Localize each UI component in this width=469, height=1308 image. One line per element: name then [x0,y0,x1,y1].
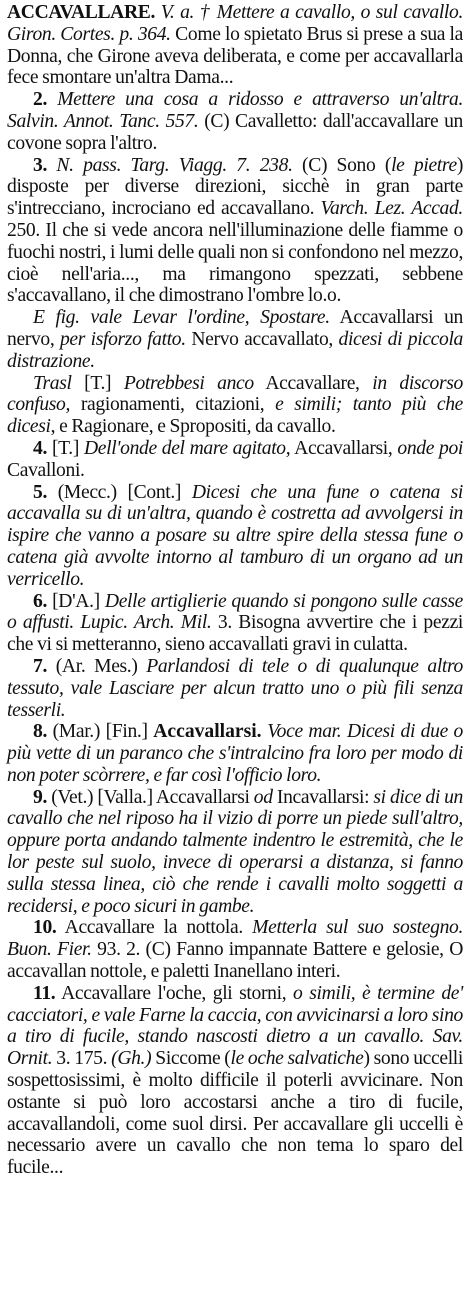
text-run: od [253,786,273,808]
text-run: 11. [33,982,56,1004]
text-run: ragionamenti, citazioni, [70,394,276,416]
text-run: Voce mar. Dicesi di due o più vette di un paranco che s'intralcino fra loro per modo di non poter scòrrere, e far così l'officio loro. [7,721,463,786]
sense-8 [7,721,463,786]
text-run: , e Ragionare, e Spropositi, da cavallo. [50,416,336,438]
text-run: si dice di un cavallo che nel riposo ha il vizio di porre un piede sull'altro, oppure porta andando talmente indentro le estremità, che le lor peste sul suolo, invece di operarsi a distanza, si fanno sulla stessa linea, ciò che rende i cavalli molto soggetti a recidersi, e poco sicuri in gambe. [7,786,463,917]
text-run: Dell'onde del mare agitato, [83,437,291,459]
text-run: e simili; tanto più che dicesi [7,394,463,438]
text-run: Come lo spietato Brus si prese a sua la Donna, che Girone aveva deliberata, e come per accavallarla fece smontare un'altra Dama... [7,23,463,89]
text-run: le oche salvatiche [230,1048,364,1070]
text-run: 10. [33,917,57,939]
text-run: 250. Il che si vede ancora nell'illuminazione delle fiamme o fuochi nostri, i lumi delle quali non si confondono nel mezzo, cioè nell'aria..., ma rimangono spezzati, sebbene s'accavallano, il che dimostrano l'ombre lo.o. [7,219,463,307]
text-run: 5. [33,481,47,503]
text-run: Accavallare la nottola. [56,917,253,939]
text-run: (C) Cavalletto: dall'accavallare un covone sopra l'altro. [7,110,463,154]
text-run: 3. [33,154,47,176]
text-run: (Ar. Mes.) [47,655,147,677]
text-run: onde poi [397,437,463,459]
text-run: 8. [33,721,47,743]
text-run: 93. 2. (C) Fanno impannate Battere e gelosie, O accavallan nottole, e paletti Inanellano interi. [7,939,464,983]
sense-3 [7,155,463,308]
text-run: ) sono uccelli sospettosissimi, è molto difficile il poterli avvicinare. Non ostante si può loro accostarsi anche a tiro di fucile, accavallandoli, come suol dirsi. Per accavallare gli uccelli è necessario avere un cavallo che non tema lo sparo del fucile... [7,1048,463,1179]
text-run: Cavalloni. [7,459,85,481]
sense-3-figurative [7,307,463,372]
text-run: † Mettere a cavallo, o sul cavallo. Giron. Cortes. p. 364. [7,2,464,45]
text-run: Potrebbesi anco [123,372,254,394]
text-run: Accavallare l'oche, gli storni, [55,982,294,1004]
text-run: Delle artiglierie quando si pongono sulle casse o affusti. Lupic. Arch. Mil. [7,590,463,634]
text-run: Dicesi che una fune o catena si accavalla su di un'altra, quando è costretta ad avvolgersi in ispire che vanno a posare su altre spire della stessa fune o catena già avvolte intorno al tamburo di un organo ad un verricello. [7,481,463,590]
sense-11 [7,983,463,1179]
sense-10 [7,917,463,982]
text-run: Nervo accavallato, [185,328,339,350]
text-run: [D'A.] [47,590,105,612]
sense-4 [7,438,463,482]
sense-5 [7,482,463,591]
text-run: Trasl [33,372,72,394]
text-run: Accavallarsi un nervo, [7,307,464,350]
text-run: 3. Bisogna avvertire che i pezzi che vi si metteranno, sieno accavallati gravi in culatta. [7,612,464,656]
text-run: Accavallarsi, [290,437,398,459]
sense-3-translated [7,373,463,438]
text-run: le pietre [391,154,457,176]
text-run: (Gh.) [111,1048,152,1070]
text-run: 3. 175. [52,1048,112,1070]
text-run: per isforzo fatto. [59,328,186,350]
text-run: (C) Sono ( [292,154,392,176]
text-run: [T.] [71,372,124,394]
text-run: Accavallare, [253,372,373,394]
text-run: Accavallarsi. [153,721,262,743]
text-run: (Vet.) [Valla.] Accavallarsi [47,786,254,808]
text-run: 4. [33,437,47,459]
headword: ACCAVALLARE. [7,2,156,23]
text-run: (Mar.) [Fin.] [47,721,154,743]
text-run: (Mecc.) [Cont.] [47,481,192,503]
text-run: Parlandosi di tele o di qualunque altro tessuto, vale Lasciare per alcun tratto uno o più fili senza tesserli. [7,655,463,721]
text-run: 9. [33,786,47,808]
sense-2 [7,89,463,154]
text-run: E fig. vale Levar l'ordine, Spostare. [33,307,330,329]
text-run: dicesi di piccola distrazione. [7,328,464,372]
sense-9 [7,787,463,918]
sense-7 [7,656,463,721]
text-run: Varch. Lez. Accad. [320,198,463,220]
text-run: 2. [33,89,47,111]
text-run: 6. [33,590,47,612]
text-run: Mettere una cosa a ridosso e attraverso un'altra. Salvin. Annot. Tanc. 557. [7,89,463,132]
text-run: o simili, è termine de' cacciatori, e vale Farne la caccia, con avvicinarsi a loro sino a tiro di fucile, stando nascosti dietro a un cavallo. Sav. Ornit. [7,982,463,1070]
entry-accavallare [7,2,463,89]
text-run: Incavallarsi: [272,786,374,808]
text-run: in discorso confuso, [7,372,463,416]
text-run: 7. [33,655,47,677]
text-run: N. pass. Targ. Viagg. 7. 238. [47,154,293,176]
text-run: Metterla sul suo sostegno. Buon. Fier. [7,917,464,961]
part-of-speech: V. a. [160,2,195,23]
text-run: ) disposte per diverse direzioni, sicchè in gran parte s'intrecciano, incrociano ed accavallano. [7,154,463,220]
sense-6 [7,591,463,656]
text-run: Siccome ( [151,1048,231,1070]
text-run: [T.] [47,437,84,459]
